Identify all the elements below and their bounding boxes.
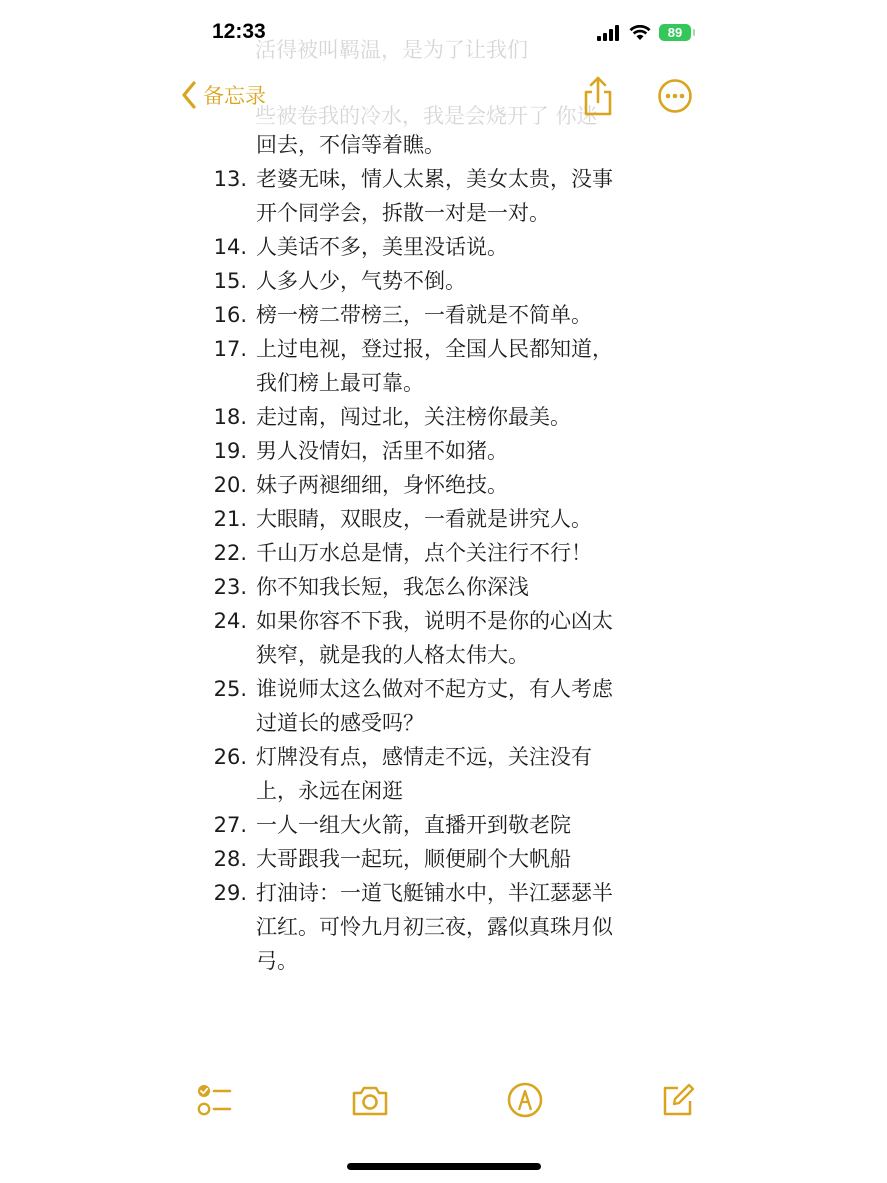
- battery-level: 89: [667, 25, 683, 40]
- note-item-number: 28.: [213, 847, 247, 871]
- note-item-number: 29.: [213, 881, 247, 905]
- home-indicator[interactable]: [347, 1163, 541, 1170]
- note-item-line: [200, 604, 690, 638]
- note-item-text: 男人没情妇，活里不如猪。: [256, 439, 508, 463]
- note-item-text: 江红。可怜九月初三夜，露似真珠月似: [256, 915, 613, 939]
- camera-button[interactable]: [350, 1080, 390, 1120]
- markup-button[interactable]: [505, 1080, 545, 1120]
- note-item-text: 大眼睛，双眼皮，一看就是讲究人。: [256, 507, 592, 531]
- note-item-text: 一人一组大火箭，直播开到敬老院: [256, 813, 571, 837]
- note-item-line: [200, 332, 690, 366]
- note-item-line: [200, 400, 690, 434]
- more-button[interactable]: [657, 78, 693, 114]
- note-item-number: 25.: [213, 677, 247, 701]
- camera-icon: [350, 1080, 390, 1120]
- note-item-line: [200, 842, 690, 876]
- share-button[interactable]: [580, 74, 616, 118]
- chevron-left-icon: [181, 81, 197, 109]
- status-icons: [597, 24, 691, 41]
- note-item-number: 21.: [213, 507, 247, 531]
- note-item-number: [200, 638, 247, 672]
- note-item-line: [200, 196, 690, 230]
- note-item-text: 人美话不多，美里没话说。: [256, 235, 508, 259]
- note-item-text: 榜一榜二带榜三，一看就是不简单。: [256, 303, 592, 327]
- compose-icon: [658, 1080, 698, 1120]
- note-item-text: 上，永远在闲逛: [256, 779, 403, 803]
- note-item-text: 千山万水总是情，点个关注行不行！: [256, 541, 592, 565]
- note-item-number: [200, 944, 247, 978]
- checklist-button[interactable]: [195, 1080, 235, 1120]
- note-item-line: [200, 808, 690, 842]
- status-time: 12:33: [212, 20, 266, 43]
- note-item-number: 16.: [213, 303, 247, 327]
- note-item-text: 妹子两褪细细，身怀绝技。: [256, 473, 508, 497]
- note-item-number: 13.: [213, 167, 247, 191]
- bottom-toolbar: [0, 1080, 887, 1130]
- note-item-line: [200, 264, 690, 298]
- note-item-text: 狭窄，就是我的人格太伟大。: [256, 643, 529, 667]
- note-item-number: 26.: [213, 745, 247, 769]
- note-item-text: 老婆无味，情人太累，美女太贵，没事: [256, 167, 613, 191]
- note-item-text: 开个同学会，拆散一对是一对。: [256, 201, 550, 225]
- note-item-text: 你不知我长短，我怎么你深浅: [256, 575, 529, 599]
- note-item-line: [200, 876, 690, 910]
- note-item-line: [200, 706, 690, 740]
- note-item-number: [200, 910, 247, 944]
- note-line: 回去，不信等着瞧。: [256, 133, 445, 157]
- note-item-line: [200, 740, 690, 774]
- note-item-line: [200, 366, 690, 400]
- scrolled-text-line: 些被卷我的冷水，我是会烧开了 你迷: [255, 104, 598, 128]
- nav-bar: [0, 70, 887, 126]
- note-item-line: [200, 638, 690, 672]
- note-item-line: [200, 910, 690, 944]
- note-item-number: 23.: [213, 575, 247, 599]
- note-item-number: 14.: [213, 235, 247, 259]
- note-item-number: 27.: [213, 813, 247, 837]
- note-item-line: [200, 502, 690, 536]
- note-item-number: [200, 706, 247, 740]
- note-item-text: 如果你容不下我，说明不是你的心凶太: [256, 609, 613, 633]
- note-item-number: 15.: [213, 269, 247, 293]
- wifi-icon: [629, 25, 651, 41]
- back-button[interactable]: [181, 80, 266, 110]
- note-item-number: 24.: [213, 609, 247, 633]
- note-item-number: [200, 366, 247, 400]
- note-item-text: 灯牌没有点，感情走不远，关注没有: [256, 745, 592, 769]
- scrolled-text-line: 活得被叫羁温，是为了让我们: [255, 38, 528, 62]
- note-item-line: [200, 672, 690, 706]
- note-item-text: 谁说师太这么做对不起方丈，有人考虑: [256, 677, 613, 701]
- back-label: 备忘录: [203, 84, 266, 108]
- signal-icon: [597, 25, 621, 41]
- more-icon: [657, 78, 693, 114]
- note-item-line: [200, 944, 690, 978]
- note-item-text: 人多人少，气势不倒。: [256, 269, 466, 293]
- note-body[interactable]: [200, 128, 690, 978]
- note-item-number: 20.: [213, 473, 247, 497]
- note-item-line: [200, 536, 690, 570]
- note-item-line: [200, 434, 690, 468]
- note-item-number: [200, 774, 247, 808]
- note-item-text: 过道长的感受吗？: [256, 711, 424, 735]
- note-item-number: [200, 196, 247, 230]
- note-item-number: 18.: [213, 405, 247, 429]
- note-item-number: 19.: [213, 439, 247, 463]
- share-icon: [580, 74, 616, 118]
- note-item-text: 打油诗：一道飞艇铺水中，半江瑟瑟半: [256, 881, 613, 905]
- markup-icon: [505, 1080, 545, 1120]
- note-item-number: 22.: [213, 541, 247, 565]
- note-item-text: 弓。: [256, 949, 298, 973]
- note-item-line: [200, 298, 690, 332]
- note-item-text: 上过电视，登过报，全国人民都知道，: [256, 337, 613, 361]
- note-item-line: [200, 570, 690, 604]
- note-item-number: 17.: [213, 337, 247, 361]
- note-item-text: 走过南，闯过北，关注榜你最美。: [256, 405, 571, 429]
- note-item-line: [200, 162, 690, 196]
- note-item-line: [200, 468, 690, 502]
- note-item-line: [200, 230, 690, 264]
- battery-indicator: [659, 24, 691, 41]
- note-item-line: [200, 774, 690, 808]
- note-item-text: 我们榜上最可靠。: [256, 371, 424, 395]
- compose-button[interactable]: [658, 1080, 698, 1120]
- checklist-icon: [195, 1080, 235, 1120]
- note-item-text: 大哥跟我一起玩，顺便刷个大帆船: [256, 847, 571, 871]
